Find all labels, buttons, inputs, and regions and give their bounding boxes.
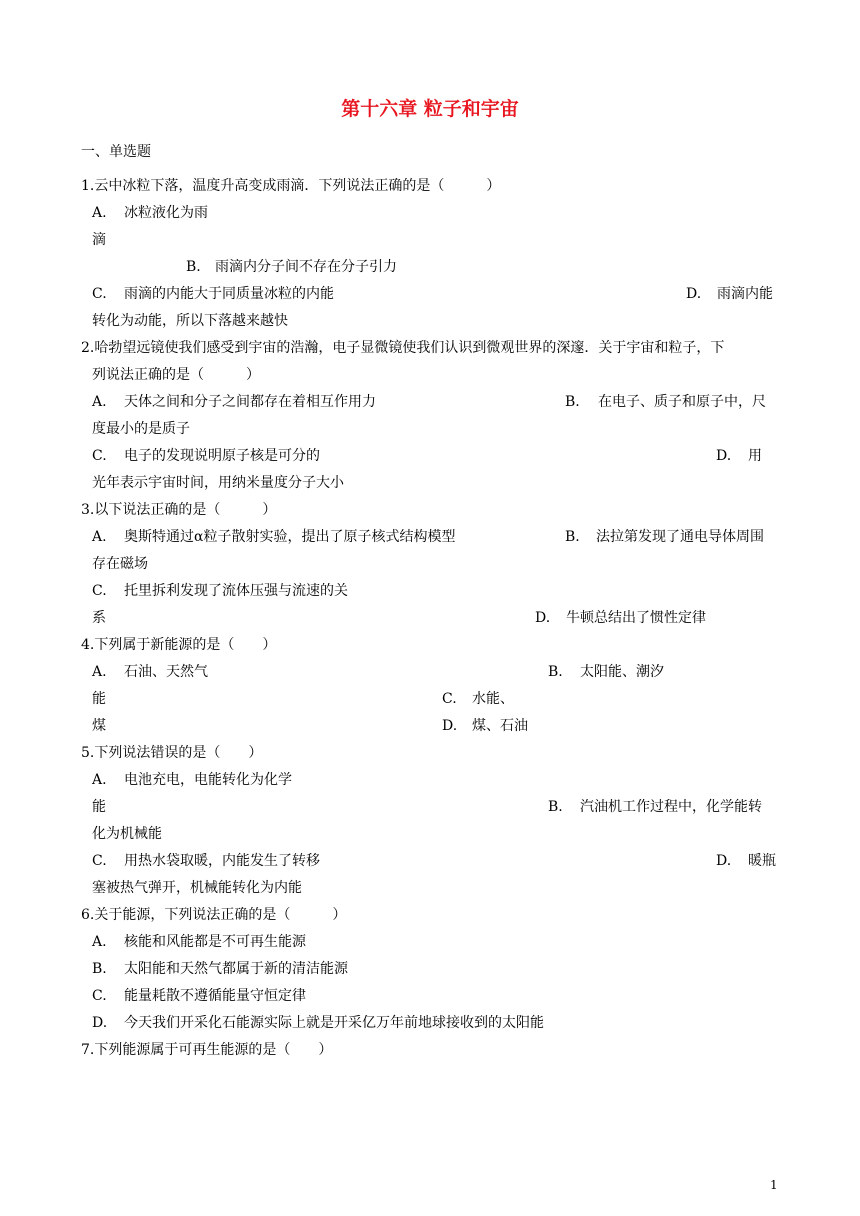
page-number: 1 [770, 1178, 778, 1192]
q6-option-a-text: 核能和风能都是不可再生能源 [124, 934, 306, 950]
q2-option-b-letter: B. [565, 394, 580, 410]
q3-option-a-text: 奥斯特通过α粒子散射实验，提出了原子核式结构模型 [124, 529, 456, 545]
question-2-stem: 2.哈勃望远镜使我们感受到宇宙的浩瀚，电子显微镜使我们认识到微观世界的深邃．关于宇宙和粒子，下 [81, 340, 725, 356]
q3-option-c-cont: 系 [92, 610, 106, 626]
q2-option-c-letter: C. [92, 448, 107, 464]
q2-option-b-cont: 度最小的是质子 [92, 421, 190, 437]
q3-option-c-text: 托里拆利发现了流体压强与流速的关 [124, 583, 348, 599]
q4-option-d-letter: D. [442, 718, 458, 734]
q1-option-c-letter: C. [92, 286, 107, 302]
q2-option-b-text: 在电子、质子和原子中，尺 [598, 394, 766, 410]
q2-option-c-text: 电子的发现说明原子核是可分的 [124, 448, 320, 464]
q6-option-d-letter: D. [92, 1015, 108, 1031]
section-heading: 一、单选题 [81, 144, 151, 160]
q2-option-a-text: 天体之间和分子之间都存在着相互作用力 [124, 394, 376, 410]
q6-option-d-text: 今天我们开采化石能源实际上就是开采亿万年前地球接收到的太阳能 [124, 1015, 544, 1031]
q4-option-c-cont: 煤 [92, 718, 106, 734]
q5-option-b-cont: 化为机械能 [92, 826, 162, 842]
q4-option-c-text: 水能、 [472, 691, 514, 707]
q5-option-d-letter: D. [716, 853, 732, 869]
q4-option-d-text: 煤、石油 [472, 718, 528, 734]
q3-option-a-letter: A. [92, 529, 107, 545]
q1-option-b-letter: B. [186, 259, 201, 275]
question-1-stem: 1.云中冰粒下落，温度升高变成雨滴．下列说法正确的是（ ） [81, 178, 501, 194]
question-6-stem: 6.关于能源，下列说法正确的是（ ） [81, 907, 347, 923]
q3-option-c-letter: C. [92, 583, 107, 599]
q5-option-c-letter: C. [92, 853, 107, 869]
question-2-stem-cont: 列说法正确的是（ ） [92, 367, 260, 383]
q1-option-d-cont: 转化为动能，所以下落越来越快 [92, 313, 288, 329]
q1-option-a-text: 冰粒液化为雨 [124, 205, 208, 221]
q5-option-c-text: 用热水袋取暖，内能发生了转移 [124, 853, 320, 869]
q1-option-d-letter: D. [686, 286, 702, 302]
q6-option-b-letter: B. [92, 961, 107, 977]
q4-option-b-text: 太阳能、潮汐 [580, 664, 664, 680]
q5-option-d-cont: 塞被热气弹开，机械能转化为内能 [92, 880, 302, 896]
q4-option-a-text: 石油、天然气 [124, 664, 208, 680]
question-7-stem: 7.下列能源属于可再生能源的是（ ） [81, 1042, 333, 1058]
q4-option-b-cont: 能 [92, 691, 106, 707]
q6-option-a-letter: A. [92, 934, 107, 950]
q1-option-c-text: 雨滴的内能大于同质量冰粒的内能 [124, 286, 334, 302]
q1-option-a-letter: A. [92, 205, 107, 221]
q1-option-a-cont: 滴 [92, 232, 106, 248]
q2-option-a-letter: A. [92, 394, 107, 410]
q5-option-a-text: 电池充电，电能转化为化学 [124, 772, 292, 788]
q3-option-b-cont: 存在磁场 [92, 556, 148, 572]
q6-option-c-text: 能量耗散不遵循能量守恒定律 [124, 988, 306, 1004]
q3-option-d-text: 牛顿总结出了惯性定律 [566, 610, 706, 626]
q1-option-d-text: 雨滴内能 [717, 286, 773, 302]
q5-option-b-letter: B. [548, 799, 563, 815]
q2-option-d-letter: D. [716, 448, 732, 464]
q2-option-d-text: 用 [748, 448, 762, 464]
q3-option-d-letter: D. [535, 610, 551, 626]
q5-option-a-cont: 能 [92, 799, 106, 815]
q4-option-a-letter: A. [92, 664, 107, 680]
q6-option-b-text: 太阳能和天然气都属于新的清洁能源 [124, 961, 348, 977]
q6-option-c-letter: C. [92, 988, 107, 1004]
q3-option-b-text: 法拉第发现了通电导体周围 [596, 529, 764, 545]
question-3-stem: 3.以下说法正确的是（ ） [81, 502, 277, 518]
q4-option-c-letter: C. [442, 691, 457, 707]
question-5-stem: 5.下列说法错误的是（ ） [81, 745, 263, 761]
question-4-stem: 4.下列属于新能源的是（ ） [81, 637, 277, 653]
q4-option-b-letter: B. [548, 664, 563, 680]
q5-option-b-text: 汽油机工作过程中，化学能转 [580, 799, 762, 815]
q5-option-a-letter: A. [92, 772, 107, 788]
page-title: 第十六章 粒子和宇宙 [341, 98, 519, 120]
q3-option-b-letter: B. [565, 529, 580, 545]
q5-option-d-text: 暖瓶 [748, 853, 776, 869]
q2-option-d-cont: 光年表示宇宙时间，用纳米量度分子大小 [92, 475, 344, 491]
q1-option-b-text: 雨滴内分子间不存在分子引力 [215, 259, 397, 275]
